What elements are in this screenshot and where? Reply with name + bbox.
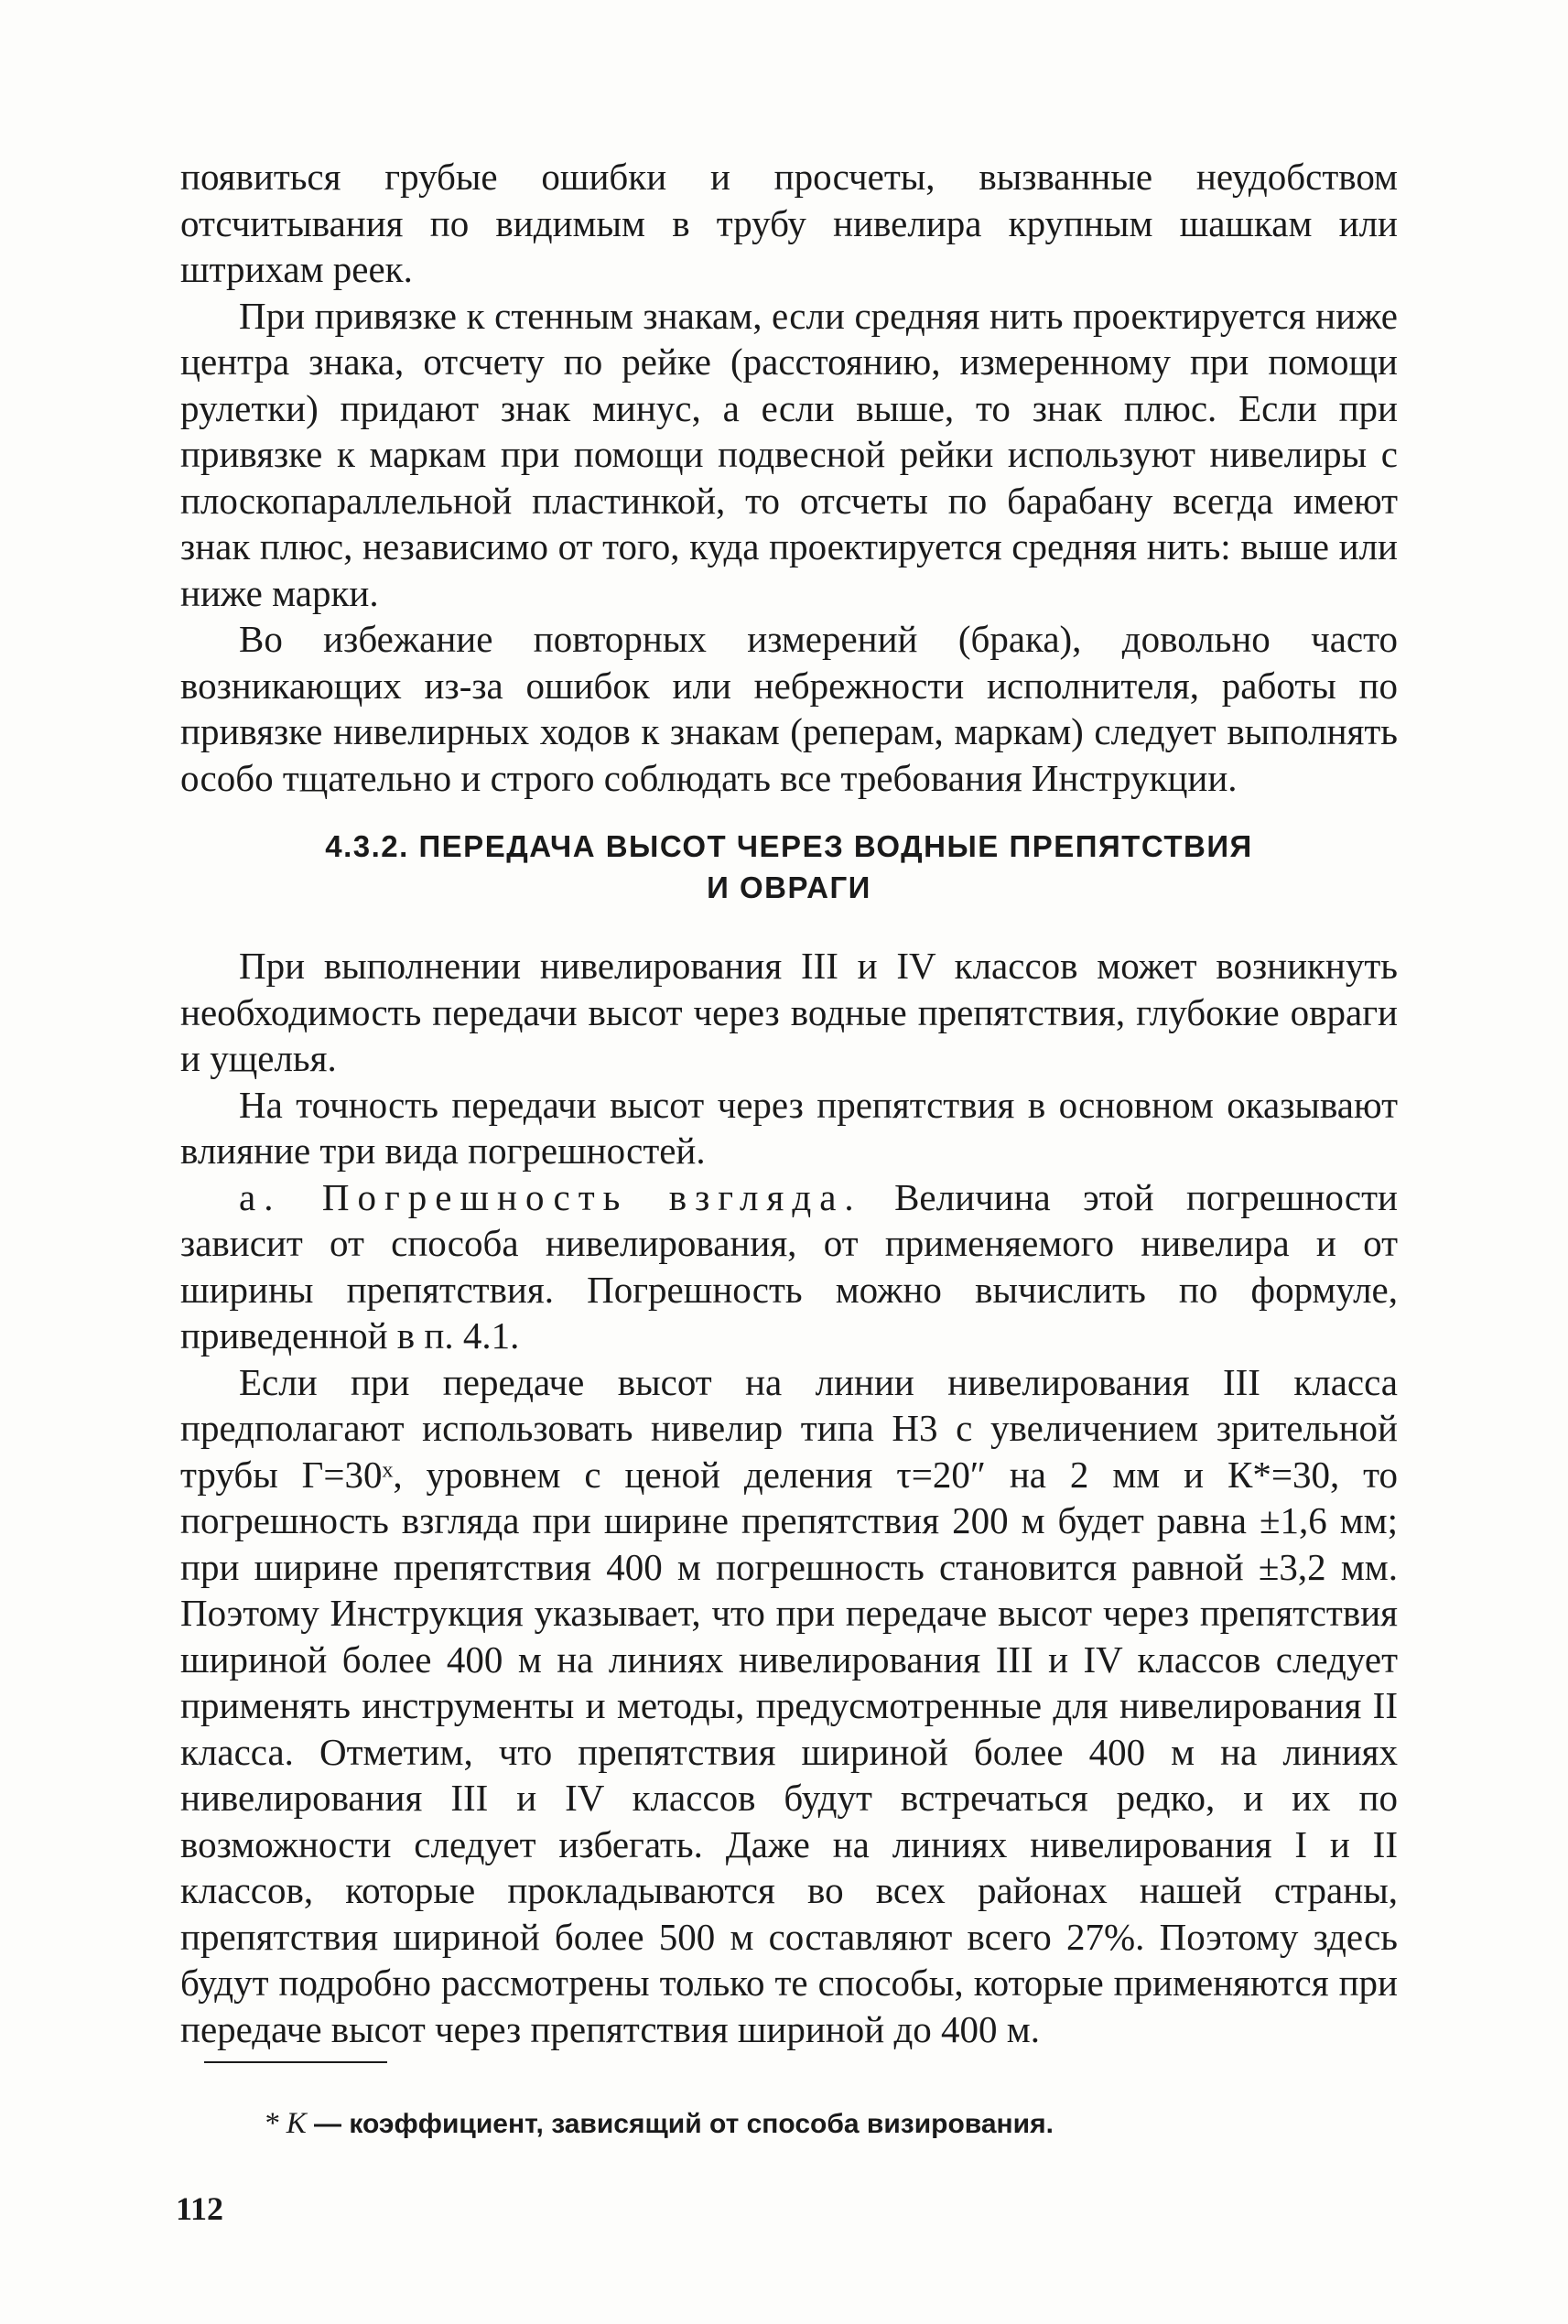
footnote-marker: * К	[264, 2107, 307, 2140]
paragraph-sighting-error	[180, 1174, 1398, 1359]
top-text-block	[180, 154, 1398, 801]
page-number: 112	[176, 2190, 224, 2227]
section-body	[180, 943, 1398, 2052]
paragraph-continuation: появиться грубые ошибки и просчеты, вызванные неудобством отсчитывания по видимым в трубу нивелира крупным шашкам или штрихам реек.	[180, 156, 1398, 290]
paragraph-error-types: На точность передачи высот через препятствия в основном оказывают влияние три вида погрешностей.	[180, 1083, 1398, 1172]
section-heading-line-1: 4.3.2. ПЕРЕДАЧА ВЫСОТ ЧЕРЕЗ ВОДНЫЕ ПРЕПЯТСТВИЯ	[325, 829, 1253, 863]
paragraph-intro: При выполнении нивелирования III и IV классов может возникнуть необходимость передачи высот через водные препятствия, глубокие овраги и ущелья.	[180, 945, 1398, 1079]
sighting-error-text: Величина этой погрешности зависит от способа нивелирования, от применяемого нивелира и от ширины препятствия. Погрешность можно вычислить по формуле, приведенной в п. 4.1.	[180, 1175, 1398, 1357]
sighting-error-term: а. Погрешность взгляда.	[239, 1175, 862, 1218]
paragraph-avoid-rework: Во избежание повторных измерений (брака), довольно часто возникающих из-за ошибок или небрежности исполнителя, работы по привязке нивелирных ходов к знакам (реперам, маркам) следует выполнять особо тщательно и строго соблюдать все требования Инструкции.	[180, 618, 1398, 799]
footnote-divider	[204, 2061, 387, 2063]
paragraph-example-calculation: Если при передаче высот на линии нивелирования III класса предполагают использовать нивелир типа Н3 с увеличением зрительной трубы Г=30ˣ, уровнем с ценой деления τ=20″ на 2 мм и К*=30, то погрешность взгляда при ширине препятствия 200 м будет равна ±1,6 мм; при ширине препятствия 400 м погрешность становится равной ±3,2 мм. Поэтому Инструкция указывает, что при передаче высот через препятствия шириной более 400 м на линиях нивелирования III и IV классов следует применять инструменты и методы, предусмотренные для нивелирования II класса. Отметим, что препятствия шириной более 400 м на линиях нивелирования III и IV классов будут встречаться редко, и их по возможности следует избегать. Даже на линиях нивелирования I и II классов, которые прокладываются во всех районах нашей страны, препятствия шириной более 500 м составляют всего 27%. Поэтому здесь будут подробно рассмотрены только те способы, которые применяются при передаче высот через препятствия шириной до 400 м.	[180, 1360, 1398, 2050]
footnote	[264, 2105, 1399, 2143]
footnote-text: — коэффициент, зависящий от способа визирования.	[306, 2109, 1054, 2139]
paragraph-wall-marks: При привязке к стенным знакам, если средняя нить проектируется ниже центра знака, отсчету по рейке (расстоянию, измеренному при помощи рулетки) придают знак минус, а если выше, то знак плюс. Если при привязке к маркам при помощи подвесной рейки используют нивелиры с плоскопараллельной пластинкой, то отсчеты по барабану всегда имеют знак плюс, независимо от того, куда проектируется средняя нить: выше или ниже марки.	[180, 294, 1398, 614]
section-heading	[180, 826, 1398, 908]
section-heading-line-2: И ОВРАГИ	[707, 870, 871, 904]
